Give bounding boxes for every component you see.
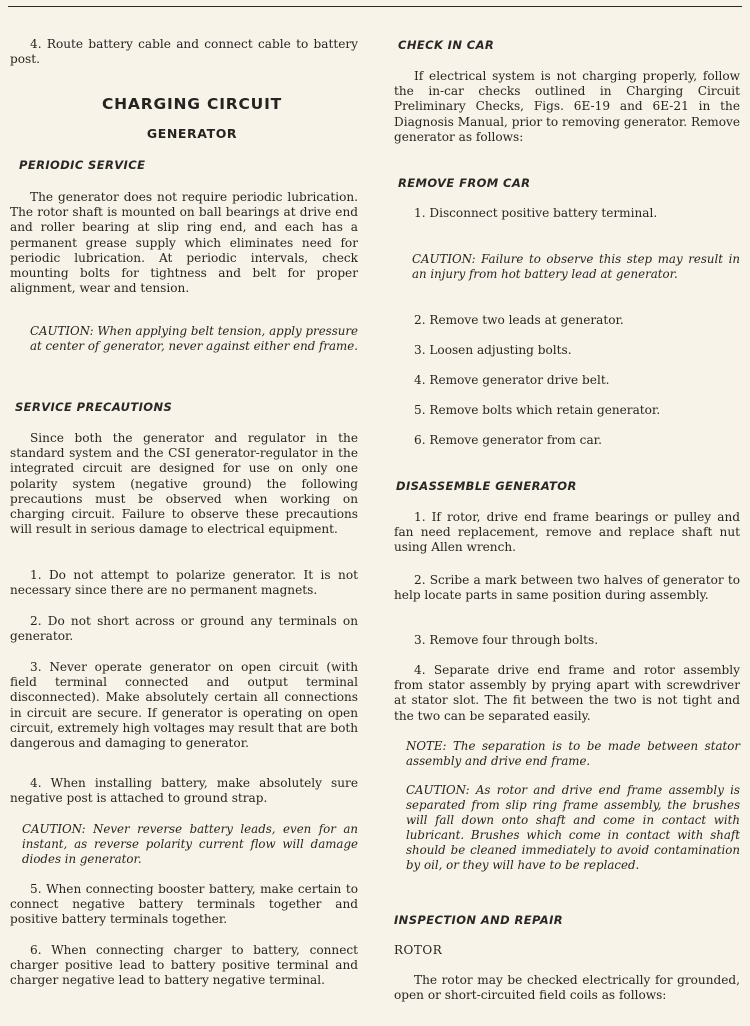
heading-disassemble-generator: DISASSEMBLE GENERATOR	[396, 479, 577, 493]
caution-belt-tension: CAUTION: When applying belt tension, apply pressure at center of generator, never against either end frame.	[30, 324, 358, 353]
caution-hot-lead: CAUTION: Failure to observe this step may result in an injury from hot battery lead at generator.	[412, 252, 740, 281]
top-rule	[8, 6, 742, 7]
heading-periodic-service: PERIODIC SERVICE	[19, 158, 146, 172]
precaution-4: 4. When installing battery, make absolutely sure negative post is attached to ground strap.	[10, 776, 358, 806]
precaution-5: 5. When connecting booster battery, make certain to connect negative battery terminals together and positive battery terminals together.	[10, 882, 358, 927]
check-in-car-text: If electrical system is not charging properly, follow the in-car checks outlined in Charging Circuit Preliminary Checks, Figs. 6E-19 and 6E-21 in the Diagnosis Manual, prior to removing generator. Remove generator as follows:	[394, 69, 740, 144]
heading-rotor: ROTOR	[394, 943, 443, 957]
section-title: CHARGING CIRCUIT	[101, 95, 283, 113]
disassemble-step-1: 1. If rotor, drive end frame bearings or pulley and fan need replacement, remove and replace shaft nut using Allen wrench.	[394, 510, 740, 555]
section-subtitle: GENERATOR	[146, 126, 238, 141]
remove-step-5: 5. Remove bolts which retain generator.	[414, 403, 661, 417]
caution-reverse-leads: CAUTION: Never reverse battery leads, even for an instant, as reverse polarity current flow will damage diodes in generator.	[22, 822, 358, 866]
heading-check-in-car: CHECK IN CAR	[398, 38, 495, 52]
rotor-text: The rotor may be checked electrically for grounded, open or short-circuited field coils as follows:	[394, 973, 740, 1003]
note-separation: NOTE: The separation is to be made between stator assembly and drive end frame.	[406, 739, 740, 768]
periodic-service-text: The generator does not require periodic lubrication. The rotor shaft is mounted on ball bearings at drive end and roller bearing at slip ring end, and each has a permanent grease supply which eliminates need for periodic lubrication. At periodic intervals, check mounting bolts for tightness and belt for proper alignment, wear and tension.	[10, 190, 358, 296]
heading-remove-from-car: REMOVE FROM CAR	[398, 176, 531, 190]
disassemble-step-2: 2. Scribe a mark between two halves of generator to help locate parts in same position during assembly.	[394, 573, 740, 603]
precaution-6: 6. When connecting charger to battery, connect charger positive lead to battery positive terminal and charger negative lead to battery negative terminal.	[10, 943, 358, 988]
remove-step-1: 1. Disconnect positive battery terminal.	[414, 206, 658, 220]
heading-service-precautions: SERVICE PRECAUTIONS	[15, 400, 173, 414]
disassemble-step-4: 4. Separate drive end frame and rotor assembly from stator assembly by prying apart with screwdriver at stator slot. The fit between the two is not tight and the two can be separated easily.	[394, 663, 740, 723]
heading-inspection-and-repair: INSPECTION AND REPAIR	[394, 913, 564, 927]
caution-brushes: CAUTION: As rotor and drive end frame assembly is separated from slip ring frame assembly, the brushes will fall down onto shaft and come in contact with lubricant. Brushes which come in contact with shaft should be cleaned immediately to avoid contamination by oil, or they will have to be replaced.	[406, 783, 740, 872]
remove-step-4: 4. Remove generator drive belt.	[414, 373, 610, 387]
precaution-3: 3. Never operate generator on open circuit (with field terminal connected and output terminal disconnected). Make absolutely certain all connections in circuit are secure. If generator is operating on open circuit, extremely high voltages may result that are both dangerous and damaging to generator.	[10, 660, 358, 751]
precaution-1: 1. Do not attempt to polarize generator. It is not necessary since there are no permanent magnets.	[10, 568, 358, 598]
service-precautions-text: Since both the generator and regulator in the standard system and the CSI generator-regulator in the integrated circuit are designed for use on only one polarity system (negative ground) the following precautions must be observed when working on charging circuit. Failure to observe these precautions will result in serious damage to electrical equipment.	[10, 431, 358, 537]
disassemble-step-3: 3. Remove four through bolts.	[414, 633, 599, 647]
step-route-battery-cable: 4. Route battery cable and connect cable to battery post.	[10, 37, 358, 67]
remove-step-3: 3. Loosen adjusting bolts.	[414, 343, 572, 357]
remove-step-2: 2. Remove two leads at generator.	[414, 313, 624, 327]
precaution-2: 2. Do not short across or ground any terminals on generator.	[10, 614, 358, 644]
remove-step-6: 6. Remove generator from car.	[414, 433, 602, 447]
